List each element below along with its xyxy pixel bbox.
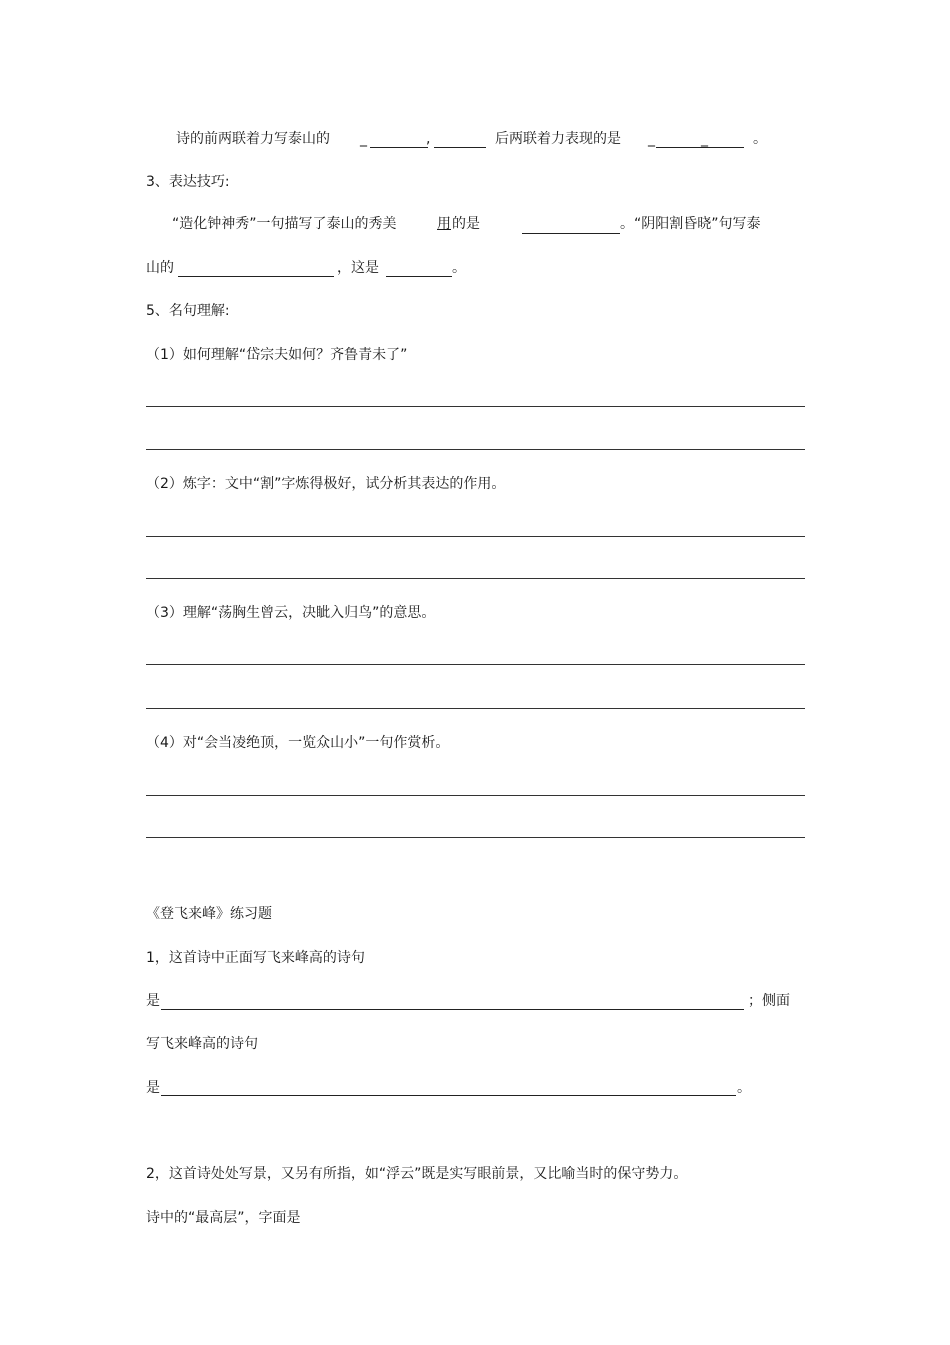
answer-line-q3-2[interactable]	[146, 708, 805, 709]
section3-heading: 3、表达技巧:	[146, 174, 230, 190]
line1-text-b: 后两联着力表现的是	[495, 131, 621, 147]
feilaifeng-shi-2: 是	[146, 1080, 160, 1096]
line1-mark-c: _	[701, 131, 708, 147]
feilaifeng-cemian: ；侧面	[748, 993, 790, 1009]
answer-line-q1-2[interactable]	[146, 449, 805, 450]
section5-q2: （2）炼字：文中“割”字炼得极好，试分析其表达的作用。	[146, 476, 506, 492]
line1-text-a: 诗的前两联着力写泰山的	[176, 131, 330, 147]
feilaifeng-shi-1: 是	[146, 993, 160, 1009]
feilaifeng-blank-2[interactable]	[161, 1095, 736, 1096]
line1-period: 。	[753, 131, 767, 147]
section5-heading: 5、名句理解:	[146, 303, 230, 319]
feilaifeng-period: 。	[737, 1080, 751, 1096]
section3-text-yong: 用	[437, 216, 451, 232]
answer-line-q1-1[interactable]	[146, 406, 805, 407]
section3-text-c: 。“阴阳割昏晓”句写泰	[620, 216, 761, 232]
section5-q4: （4）对“会当凌绝顶，一览众山小”一句作赏析。	[146, 735, 450, 751]
answer-line-q3-1[interactable]	[146, 664, 805, 665]
feilaifeng-q2: 2，这首诗处处写景，又另有所指，如“浮云”既是实写眼前景，又比喻当时的保守势力。	[146, 1166, 688, 1182]
section5-q3: （3）理解“荡胸生曾云，决眦入归鸟”的意思。	[146, 605, 436, 621]
line1-mark-b: _	[648, 131, 655, 147]
answer-line-q2-1[interactable]	[146, 536, 805, 537]
line1-blank-3[interactable]	[656, 147, 744, 148]
section3-period: 。	[452, 260, 466, 276]
section5-q1: （1）如何理解“岱宗夫如何？齐鲁青未了”	[146, 347, 408, 363]
feilaifeng-title: 《登飞来峰》练习题	[146, 906, 272, 922]
section3-text-e: ，这是	[337, 260, 379, 276]
feilaifeng-q1-b: 写飞来峰高的诗句	[146, 1036, 258, 1052]
line1-blank-2[interactable]	[434, 147, 486, 148]
answer-line-q4-2[interactable]	[146, 837, 805, 838]
answer-line-q4-1[interactable]	[146, 795, 805, 796]
section3-blank-3[interactable]	[386, 276, 452, 277]
line1-comma: ,	[426, 131, 431, 147]
feilaifeng-q1: 1，这首诗中正面写飞来峰高的诗句	[146, 950, 365, 966]
section3-text-d: 山的	[146, 260, 174, 276]
section3-text-b: 的是	[452, 216, 480, 232]
section3-blank-2[interactable]	[178, 276, 334, 277]
answer-line-q2-2[interactable]	[146, 578, 805, 579]
section3-text-a: “造化钟神秀”一句描写了泰山的秀美	[172, 216, 397, 232]
line1-mark-a: _	[360, 131, 367, 147]
line1-blank-1[interactable]	[370, 147, 428, 148]
section3-blank-1[interactable]	[522, 233, 620, 234]
feilaifeng-blank-1[interactable]	[161, 1009, 744, 1010]
feilaifeng-q2-b: 诗中的“最高层”，字面是	[146, 1210, 301, 1226]
